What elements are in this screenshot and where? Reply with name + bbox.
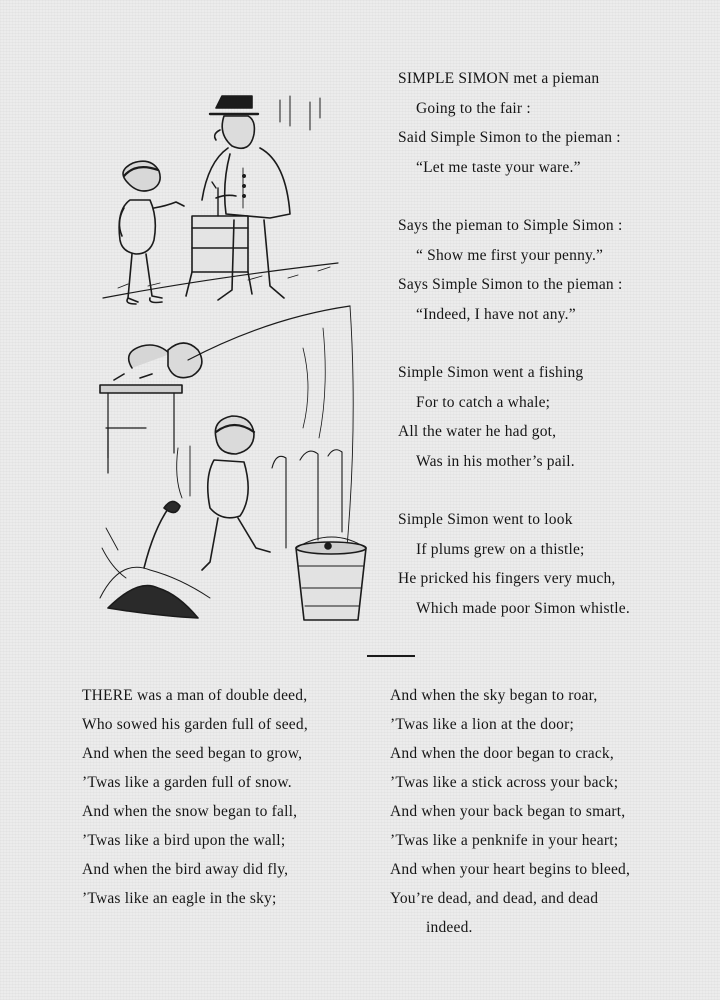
- poem-line: ’Twas like a bird upon the wall;: [82, 832, 286, 849]
- poem-line: “Indeed, I have not any.”: [416, 305, 576, 323]
- scene-thistle: [100, 416, 366, 620]
- poem-line: And when the bird away did fly,: [82, 861, 289, 878]
- poem-line: And when the door began to crack,: [390, 745, 614, 762]
- poem-line: And when the seed began to grow,: [82, 745, 303, 762]
- poem-simple-simon: [398, 64, 708, 623]
- poem-line: For to catch a whale;: [416, 393, 551, 411]
- poem-line: ’Twas like a stick across your back;: [390, 774, 619, 791]
- stanza: [398, 358, 708, 476]
- poem-line: Said Simple Simon to the pieman :: [398, 129, 621, 146]
- poem-line: SIMPLE SIMON met a pieman: [398, 70, 600, 87]
- stanza: [398, 505, 708, 623]
- poem-line: ’Twas like a lion at the door;: [390, 716, 574, 733]
- poem-line: ’Twas like an eagle in the sky;: [82, 890, 277, 907]
- poem-line: Who sowed his garden full of seed,: [82, 716, 308, 733]
- poem-line: Says the pieman to Simple Simon :: [398, 217, 623, 234]
- poem-line: And when the sky began to roar,: [390, 687, 598, 704]
- poem-line: ’Twas like a garden full of snow.: [82, 774, 292, 791]
- poem-line: ’Twas like a penknife in your heart;: [390, 832, 619, 849]
- poem-line: If plums grew on a thistle;: [416, 540, 585, 558]
- poem-double-deed-left-column: [82, 681, 382, 913]
- poem-line: THERE was a man of double deed,: [82, 687, 308, 704]
- poem-line: Simple Simon went a fishing: [398, 364, 584, 381]
- poem-line: Was in his mother’s pail.: [416, 452, 575, 470]
- poem-line: He pricked his fingers very much,: [398, 570, 616, 587]
- poem-line: Simple Simon went to look: [398, 511, 573, 528]
- poem-line: Which made poor Simon whistle.: [416, 599, 630, 617]
- poem-line: “ Show me first your penny.”: [416, 246, 604, 264]
- poem-line: indeed.: [426, 919, 473, 936]
- poem-line: Going to the fair :: [416, 99, 531, 117]
- poem-line: All the water he had got,: [398, 423, 557, 440]
- poem-line: And when the snow began to fall,: [82, 803, 298, 820]
- poem-line: Says Simple Simon to the pieman :: [398, 276, 623, 293]
- poem-line: And when your back began to smart,: [390, 803, 626, 820]
- poem-line: “Let me taste your ware.”: [416, 158, 581, 176]
- poem-double-deed-right-column: [390, 681, 700, 942]
- poem-line: You’re dead, and dead, and dead: [390, 890, 599, 907]
- simple-simon-illustration: [88, 88, 378, 633]
- poem-line: And when your heart begins to bleed,: [390, 861, 631, 878]
- stanza: [398, 211, 708, 329]
- stanza: [398, 64, 708, 182]
- scene-pieman: [103, 96, 338, 304]
- section-divider: [367, 655, 415, 657]
